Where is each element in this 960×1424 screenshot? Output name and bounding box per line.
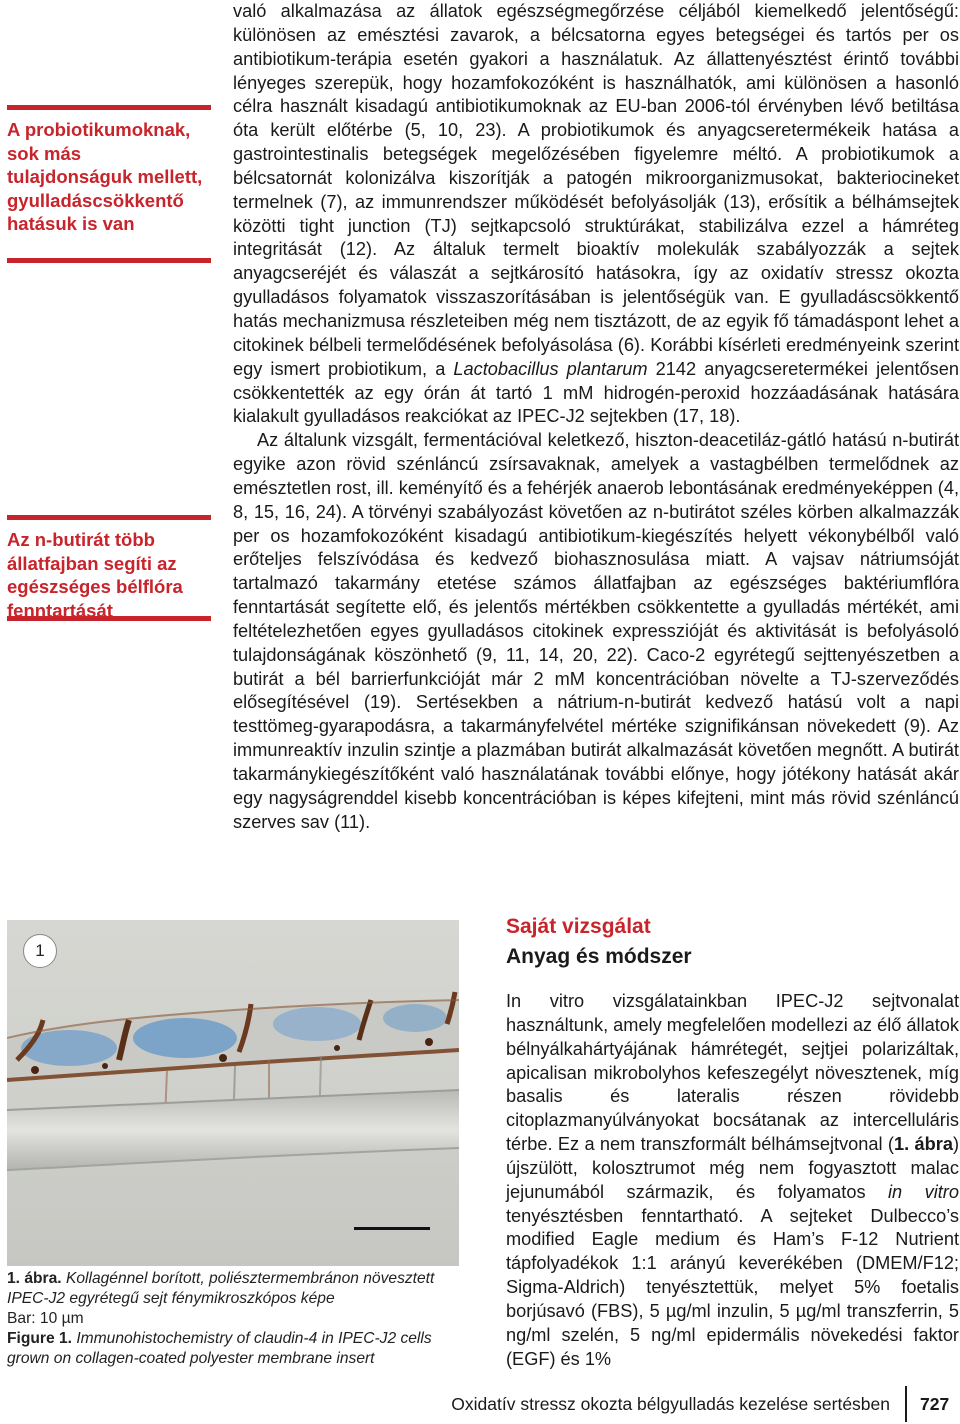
running-title: Oxidatív stressz okozta bélgyulladás kezelése sertésben (451, 1394, 890, 1414)
scale-bar-note: Bar: 10 µm (7, 1310, 84, 1327)
micrograph-figure (7, 920, 459, 1266)
caption-en-text: Immunohistochemistry of claudin-4 in IPEC-J2 cells grown on collagen-coated polyester membrane insert (7, 1330, 432, 1367)
paragraph-probiotics-part-b: 2142 anyagcseretermékei jelentősen csökkentették az egy órán át tartó 1 mM hidrogén-peroxid hozzáadásának hatására kialakult gyulladásos reakciókat az IPEC-J2 sejtekben (17, 18). (233, 358, 959, 427)
section-title: Saját vizsgálat (506, 915, 651, 938)
figure-number-badge: 1 (23, 934, 57, 968)
page-number: 727 (920, 1394, 950, 1414)
pull-quote-butyrate-text: Az n-butirát több állatfajban segíti az egészséges bélflóra fenntartását (7, 529, 183, 621)
methods-paragraph (506, 990, 959, 1372)
paragraph-butyrate: Az általunk vizsgált, fermentációval keletkező, hiszton-deacetiláz-gátló hatású n-butirát egyike azon rövid szénláncú zsírsavaknak, amelyek a vastagbélben termelődnek az emésztetlen rost, ill. keményítő és a fehérjék anaerob lebontásának eredményeképpen (4, 8, 15, 16, 24). A törvényi szabályozást követően az n-butirátot széles körben alkalmazzák per os hozamfokozóként kisadagú antibiotikum-kiegészítés helyett vékonybélből való erőteljes felszívódása és kedvező biohasznosulása miatt. A vajsav nátriumsóját tartalmazó takarmány etetése számos állatfajban az egészséges baktériumflóra fenntartását segítette elő, és jelentős mértékben csökkentette a gyulladás mértékét, ami feltételezhetően egyes gyulladásos citokinek expresszióját és aktivitását is befolyásoló tulajdonságának köszönhető (9, 11, 14, 20, 22). Caco-2 egyrétegű sejttenyészetben a butirát a bél barrierfunkcióját már 2 mM koncentrációban növelte a TJ-szerveződés elősegítésével (19). Sertésekben a nátrium-n-butirát kedvező hatású volt a napi testtömeg-gyarapodásra, a takarmányfelvétel mértéke szignifikánsan növekedett (9). Az immunreaktív inzulin szintje a plazmában butirát alkalmazását követően megnőtt. A butirát takarmánykiegészítőként való használatának további előnye, hogy jótékony hatását akár egy nagyságrenddel kisebb koncentrációban is képes kifejteni, mint más rövid szénláncú szerves sav (11). (233, 430, 959, 832)
pull-quote-probiotics-text: A probiotikumoknak, sok más tulajdonságuk mellett, gyulladáscsökkentő hatásuk is van (7, 119, 203, 234)
caption-hu-label: 1. ábra. (7, 1270, 62, 1287)
methods-italic: in vitro (888, 1181, 959, 1202)
caption-hungarian (7, 1269, 462, 1309)
main-body-text (233, 0, 959, 835)
footer-separator (905, 1386, 907, 1422)
page-footer (0, 1386, 960, 1422)
subsection-title: Anyag és módszer (506, 945, 692, 968)
figure-reference: 1. ábra (893, 1134, 953, 1155)
paragraph-probiotics (233, 0, 959, 429)
pull-quote-probiotics (7, 105, 211, 263)
caption-english (7, 1329, 462, 1369)
methods-text-a: In vitro vizsgálatainkban IPEC-J2 sejtvonalat használtunk, amely megfelelően modellezi az élő állatok bélnyálkahártyájának hámrétegét, sejtjei polarizáltak, apicalisan mikrobolyhos kefeszegélyt növesztenek, míg basalis és lateralis részen rövidebb citoplazmanyúlványokat bocsátanak az intercelluláris térbe. Ez a nem transzformált bélhámsejtvonal ( (506, 991, 959, 1155)
pull-quote-butyrate (7, 515, 211, 621)
methods-text-c: tenyésztésben fenntartható. A sejteket Dulbecco’s modified Eagle medium és Ham’s F-12 Nutrient tápfolyadékok 1:1 arányú keverékében (DMEM/F12; Sigma-Aldrich) tenyésztettük, melyet 5% foetalis borjúsavó (FBS), 5 µg/ml inzulin, 5 µg/ml transzferrin, 5 ng/ml szelén, 5 ng/ml epidermális növekedési faktor (EGF) és 1% (506, 1205, 959, 1369)
caption-hu-text: Kollagénnel borított, poliésztermembránon növesztett IPEC-J2 egyrétegű sejt fénymikroszkópos képe (7, 1270, 435, 1307)
methods-section (506, 912, 959, 1372)
methods-text-b: ) újszülött, kolosztrumot még nem fogyasztott malac jejunumából származik, és folyamatos (506, 1134, 959, 1202)
micrograph-image (7, 920, 459, 1266)
caption-en-label: Figure 1. (7, 1330, 72, 1347)
species-name: Lactobacillus plantarum (453, 358, 648, 379)
figure-caption (7, 1269, 462, 1369)
paragraph-probiotics-part-a: való alkalmazása az állatok egészségmegőrzése céljából kiemelkedő jelentőségű: különösen az emésztési zavarok, a bélcsatorna egyes betegségei és tartós per os antibiotikum-terápia esetén gyakori a használatuk. Az állattenyésztést érintő további lényeges szerepük, hogy hozamfokozóként is használhatók, ami különösen a hasonló célra használt kisadagú antibiotikumoknak az EU-ban 2006-tól érvényben lévő betiltása óta került előtérbe (5, 10, 23). A probiotikumok és anyagcseretermékeik hatása a gastrointestinalis betegségek megelőzésében figyelemre méltó. A probiotikumok a bélcsatornát kolonizálva kiszorítják a patogén mikroorganizmusokat, bakteriocineket termelnek (7), az immunrendszer működését befolyásolják (13), erősítik a bélhámsejtek közötti tight junction (TJ) sejtkapcsoló struktúrákat, stabilizálva ezzel a hámréteg integritását (12). Az általuk termelt bioaktív molekulák szabályozzák a sejtek anyagcseréjét és válaszát a sejtkárosító hatásokra, így az oxidatív stressz okozta gyulladásos folyamatok visszaszorításában is jelentőségük van. E gyulladáscsökkentő hatás mechanizmusa részleteiben még nem tisztázott, de az egyik fő támadáspont lehet a citokinek bélbeli termelődésének befolyásolása (6). Korábbi kísérleti eredményeink szerint egy ismert probiotikum, a (233, 1, 959, 379)
